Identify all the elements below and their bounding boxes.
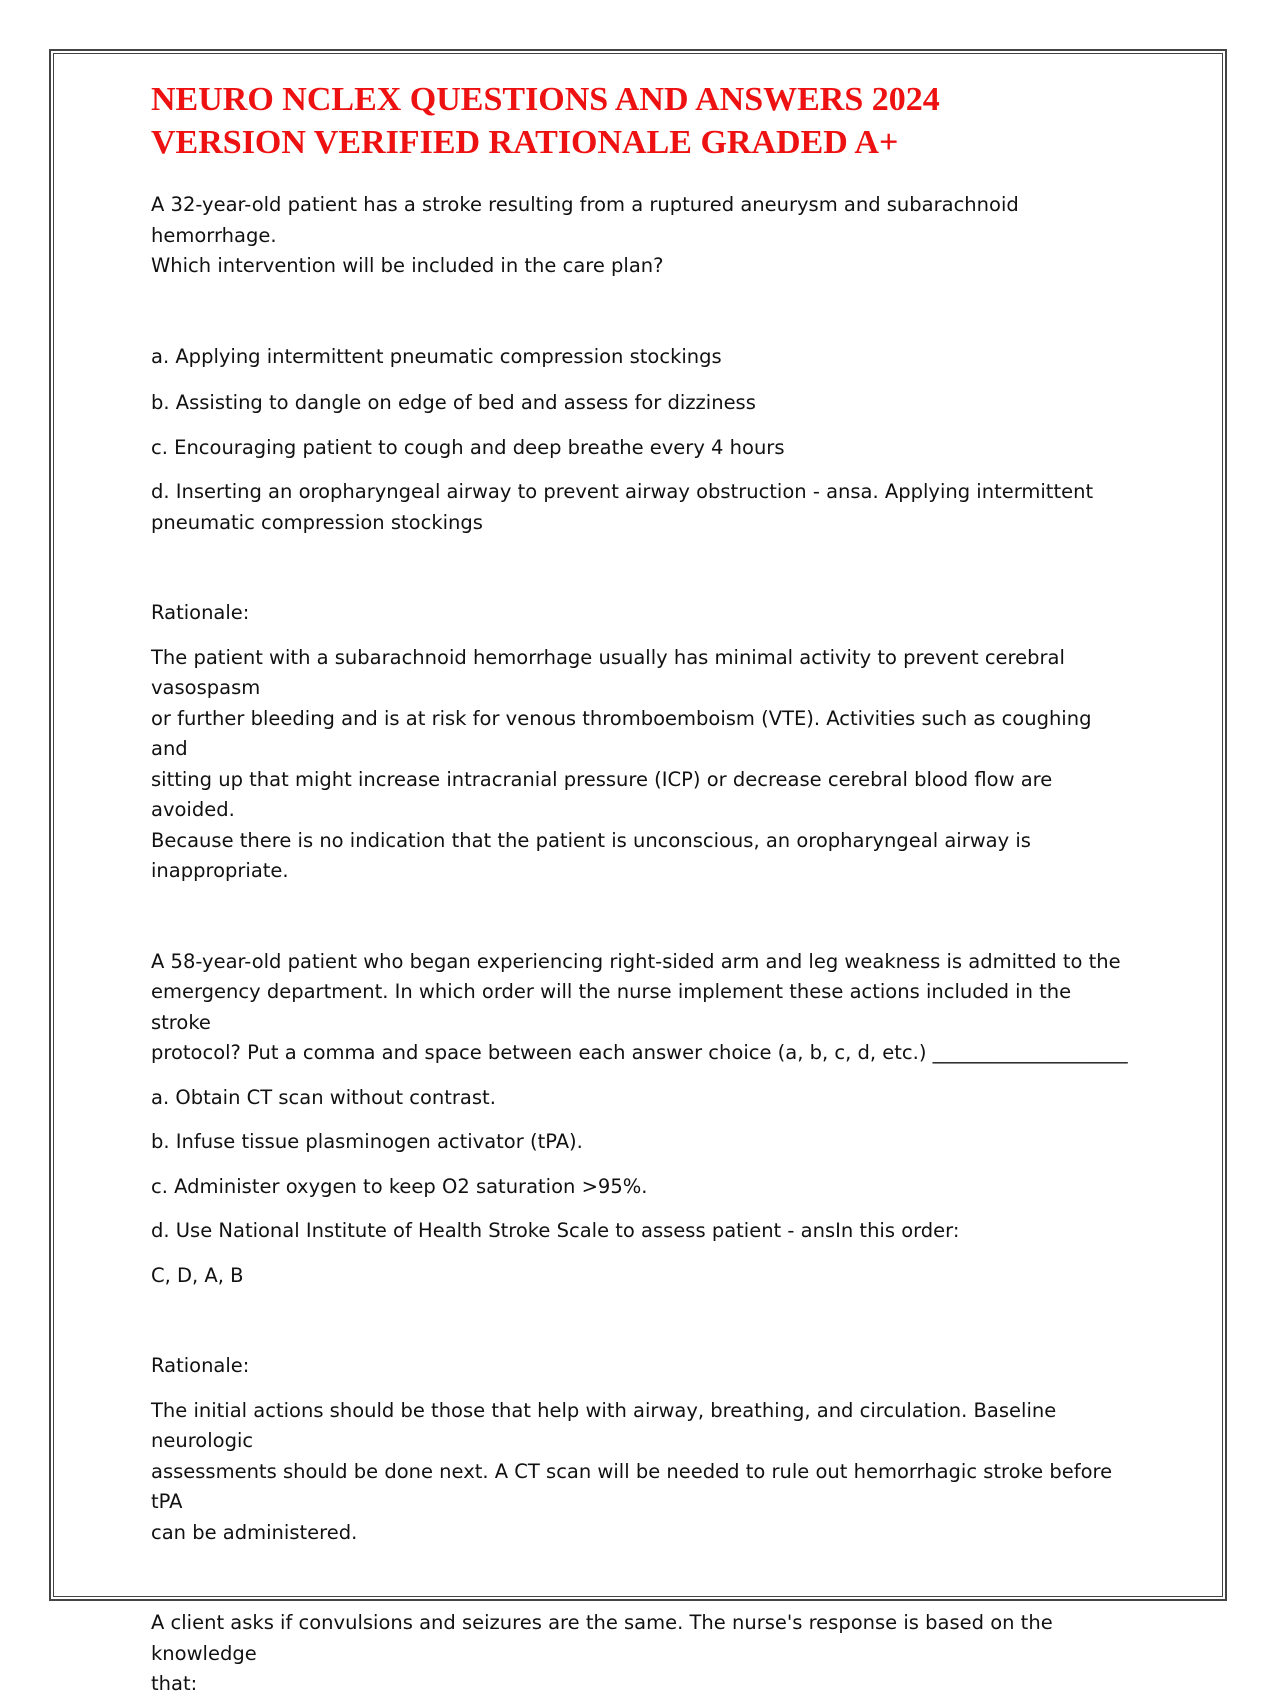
q1-option-d xyxy=(151,477,1131,538)
q1-option-c: c. Encouraging patient to cough and deep breathe every 4 hours xyxy=(151,435,785,459)
document-title xyxy=(151,78,1131,164)
q2-stem-line-1: A 58-year-old patient who began experiencing right-sided arm and leg weakness is admitted to the xyxy=(151,949,1121,973)
q2-rationale-text xyxy=(151,1396,1131,1549)
q1-option-d-line-1: d. Inserting an oropharyngeal airway to prevent airway obstruction - ansa. Applying intermittent xyxy=(151,480,1094,503)
q2-stem-line-2: emergency department. In which order will the nurse implement these actions included in the stroke xyxy=(151,980,1072,1034)
question-1 xyxy=(151,190,1131,887)
q2-answer: C, D, A, B xyxy=(151,1263,244,1287)
q2-rationale-line-3: can be administered. xyxy=(151,1520,358,1544)
q2-option-a: a. Obtain CT scan without contrast. xyxy=(151,1085,496,1109)
q2-option-b: b. Infuse tissue plasminogen activator (tPA). xyxy=(151,1130,583,1153)
q2-rationale-label: Rationale: xyxy=(151,1354,250,1377)
q2-rationale-line-1: The initial actions should be those that help with airway, breathing, and circulation. Baseline neurologic xyxy=(151,1398,1057,1452)
q1-rationale-line-2: or further bleeding and is at risk for venous thromboemboism (VTE). Activities such as coughing and xyxy=(151,706,1092,760)
q2-option-c: c. Administer oxygen to keep O2 saturation >95%. xyxy=(151,1174,648,1198)
q1-stem-line-2: Which intervention will be included in the care plan? xyxy=(151,254,664,277)
q1-rationale-line-4: Because there is no indication that the patient is unconscious, an oropharyngeal airway is inappropriate. xyxy=(151,828,1031,882)
q1-option-b: b. Assisting to dangle on edge of bed and assess for dizziness xyxy=(151,391,756,414)
q1-rationale-line-3: sitting up that might increase intracranial pressure (ICP) or decrease cerebral blood flow are avoided. xyxy=(151,767,1053,821)
question-1-stem xyxy=(151,190,1131,282)
question-3 xyxy=(151,1608,1131,1700)
q3-stem-line-1: A client asks if convulsions and seizures are the same. The nurse's response is based on the knowledge xyxy=(151,1611,1053,1665)
document-body xyxy=(151,78,1131,1700)
q1-rationale-line-1: The patient with a subarachnoid hemorrhage usually has minimal activity to prevent cerebral vasospasm xyxy=(151,645,1065,699)
q1-option-d-line-2: pneumatic compression stockings xyxy=(151,510,483,534)
q1-stem-line-1: A 32-year-old patient has a stroke resulting from a ruptured aneurysm and subarachnoid hemorrhage. xyxy=(151,193,1019,247)
title-line-1: NEURO NCLEX QUESTIONS AND ANSWERS 2024 xyxy=(151,81,940,118)
q3-stem-line-2: that: xyxy=(151,1672,198,1695)
q1-option-a: a. Applying intermittent pneumatic compression stockings xyxy=(151,344,722,368)
q2-stem-line-3: protocol? Put a comma and space between each answer choice (a, b, c, d, etc.) ____________________ xyxy=(151,1041,1128,1064)
question-2 xyxy=(151,947,1131,1549)
question-3-stem xyxy=(151,1608,1131,1700)
q2-rationale-line-2: assessments should be done next. A CT scan will be needed to rule out hemorrhagic stroke before tPA xyxy=(151,1459,1113,1513)
q2-option-d: d. Use National Institute of Health Stroke Scale to assess patient - ansIn this order: xyxy=(151,1219,960,1242)
q1-rationale-text xyxy=(151,643,1131,887)
question-2-stem xyxy=(151,947,1131,1069)
title-line-2: VERSION VERIFIED RATIONALE GRADED A+ xyxy=(151,124,899,161)
q1-rationale-label: Rationale: xyxy=(151,601,250,624)
